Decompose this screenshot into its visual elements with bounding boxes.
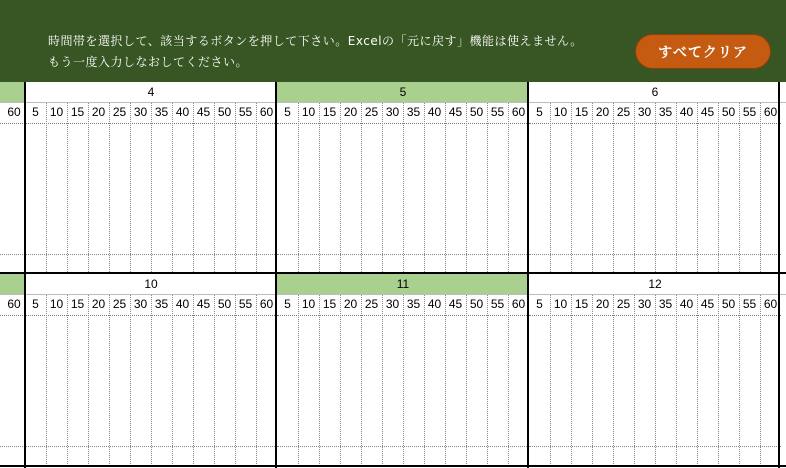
time-slot-cell[interactable]	[256, 316, 277, 466]
minute-tick-label: 40	[175, 297, 190, 311]
minute-tick-label: 20	[91, 297, 106, 311]
minute-tick-label: 40	[175, 105, 190, 119]
minute-tick-label: 5	[32, 105, 39, 119]
time-slot-cell[interactable]	[697, 124, 718, 274]
minute-tick-label: 40	[679, 105, 694, 119]
time-slot-cell[interactable]	[277, 316, 298, 466]
time-slot-cell[interactable]	[256, 124, 277, 274]
time-slot-cell[interactable]	[214, 124, 235, 274]
time-slot-cell[interactable]	[571, 316, 592, 466]
minute-tick-label: 50	[469, 297, 484, 311]
slot-row-divider	[529, 254, 781, 255]
time-slot-cell[interactable]	[382, 124, 403, 274]
minute-tick-label: 35	[154, 105, 169, 119]
time-slot-cell[interactable]	[151, 124, 172, 274]
minute-tick-label: 10	[49, 105, 64, 119]
instruction-line-1: 時間帯を選択して、該当するボタンを押して下さい。Excelの「元に戻す」機能は使えません。	[48, 34, 583, 48]
minute-tick-label: 55	[238, 105, 253, 119]
time-slot-cell[interactable]	[88, 124, 109, 274]
minute-tick-label: 15	[70, 297, 85, 311]
minute-tick-label: 30	[385, 297, 400, 311]
minute-tick-label: 50	[721, 297, 736, 311]
header-divider	[0, 294, 786, 295]
time-slot-cell[interactable]	[508, 124, 529, 274]
time-slot-cell[interactable]	[571, 124, 592, 274]
minute-tick-label: 20	[343, 105, 358, 119]
time-slot-cell[interactable]	[676, 316, 697, 466]
minute-tick-label: 10	[553, 105, 568, 119]
time-slot-cell[interactable]	[67, 316, 88, 466]
time-slot-cell[interactable]	[214, 316, 235, 466]
slot-row-divider	[277, 446, 529, 447]
time-slot-cell[interactable]	[361, 124, 382, 274]
time-slot-cell[interactable]	[739, 316, 760, 466]
row-border	[0, 465, 786, 467]
slot-row-divider	[25, 446, 277, 447]
time-slot-cell[interactable]	[466, 124, 487, 274]
hour-header: 11	[277, 274, 529, 294]
minute-tick-label: 15	[70, 105, 85, 119]
minute-tick-label: 20	[343, 297, 358, 311]
minute-tick-label: 35	[406, 297, 421, 311]
time-slot-cell[interactable]	[676, 124, 697, 274]
minute-tick-label: 35	[406, 105, 421, 119]
minute-tick-label: 5	[536, 105, 543, 119]
tick-label: 60	[7, 297, 21, 311]
hour-block	[277, 274, 529, 466]
hour-block	[529, 82, 781, 274]
time-slot-cell[interactable]	[340, 316, 361, 466]
block-border	[778, 82, 780, 468]
time-slot-cell[interactable]	[319, 316, 340, 466]
time-slot-cell[interactable]	[25, 316, 46, 466]
minute-tick-label: 20	[595, 105, 610, 119]
minute-tick-label: 45	[196, 105, 211, 119]
minute-tick-label: 55	[742, 105, 757, 119]
partial-tick-row	[0, 102, 25, 124]
minute-tick-label: 15	[574, 297, 589, 311]
minute-tick-label: 50	[217, 297, 232, 311]
time-slot-cell[interactable]	[445, 124, 466, 274]
time-slot-cell[interactable]	[445, 316, 466, 466]
hour-header: 5	[277, 82, 529, 102]
minute-tick-label: 15	[322, 297, 337, 311]
instruction-banner	[0, 0, 786, 82]
minute-tick-label: 50	[217, 105, 232, 119]
minute-tick-label: 15	[322, 105, 337, 119]
minute-tick-label: 25	[364, 105, 379, 119]
hour-header: 10	[144, 277, 158, 291]
partial-block	[0, 274, 25, 466]
minute-tick-label: 45	[448, 297, 463, 311]
time-slot-cell[interactable]	[151, 316, 172, 466]
minute-tick-label: 40	[679, 297, 694, 311]
minute-tick-label: 45	[196, 297, 211, 311]
minute-tick-label: 25	[112, 105, 127, 119]
time-slot-cell[interactable]	[592, 316, 613, 466]
header-divider	[0, 102, 786, 103]
time-slot-cell[interactable]	[382, 316, 403, 466]
time-slot-cell[interactable]	[109, 124, 130, 274]
hour-header: 12	[648, 277, 662, 291]
time-slot-cell[interactable]	[655, 124, 676, 274]
time-slot-cell[interactable]	[172, 124, 193, 274]
time-slot-cell[interactable]	[340, 124, 361, 274]
row-border	[0, 272, 786, 274]
block-border	[24, 82, 26, 468]
time-slot-cell[interactable]	[634, 124, 655, 274]
minute-tick-label: 10	[553, 297, 568, 311]
minute-tick-label: 30	[637, 105, 652, 119]
time-slot-cell[interactable]	[67, 124, 88, 274]
minute-tick-label: 45	[448, 105, 463, 119]
minute-tick-label: 45	[700, 297, 715, 311]
time-slot-cell[interactable]	[193, 316, 214, 466]
schedule-grid	[0, 82, 786, 468]
time-slot-cell[interactable]	[550, 316, 571, 466]
time-slot-cell[interactable]	[25, 124, 46, 274]
minute-tick-label: 55	[742, 297, 757, 311]
minute-tick-label: 60	[511, 297, 526, 311]
minute-tick-label: 60	[763, 297, 778, 311]
block-border	[527, 82, 529, 468]
time-slot-cell[interactable]	[424, 316, 445, 466]
time-slot-cell[interactable]	[634, 316, 655, 466]
time-slot-cell[interactable]	[319, 124, 340, 274]
time-slot-cell[interactable]	[46, 316, 67, 466]
time-slot-cell[interactable]	[109, 316, 130, 466]
minute-tick-label: 40	[427, 105, 442, 119]
time-slot-cell[interactable]	[592, 124, 613, 274]
time-slot-cell[interactable]	[403, 316, 424, 466]
minute-tick-label: 15	[574, 105, 589, 119]
minute-tick-label: 5	[32, 297, 39, 311]
minute-tick-label: 10	[301, 297, 316, 311]
slot-row-divider	[25, 254, 277, 255]
time-slot-cell[interactable]	[277, 124, 298, 274]
time-slot-cell[interactable]	[403, 124, 424, 274]
minute-tick-label: 10	[49, 297, 64, 311]
time-slot-cell[interactable]	[172, 316, 193, 466]
time-slot-cell[interactable]	[130, 316, 151, 466]
time-slot-cell[interactable]	[235, 316, 256, 466]
time-slot-cell[interactable]	[508, 316, 529, 466]
minute-tick-label: 5	[284, 105, 291, 119]
partial-tick-row	[0, 294, 25, 316]
time-slot-cell[interactable]	[655, 316, 676, 466]
minute-tick-label: 35	[658, 105, 673, 119]
minute-tick-label: 10	[301, 105, 316, 119]
time-slot-cell[interactable]	[529, 124, 550, 274]
minute-tick-label: 5	[284, 297, 291, 311]
time-slot-cell[interactable]	[235, 124, 256, 274]
minute-tick-label: 60	[763, 105, 778, 119]
block-border	[275, 82, 277, 468]
time-slot-cell[interactable]	[193, 124, 214, 274]
minute-tick-label: 35	[154, 297, 169, 311]
minute-tick-label: 55	[238, 297, 253, 311]
minute-tick-label: 60	[259, 297, 274, 311]
time-slot-cell[interactable]	[361, 316, 382, 466]
slot-row-divider	[0, 254, 25, 255]
minute-tick-label: 45	[700, 105, 715, 119]
minute-tick-label: 60	[259, 105, 274, 119]
minute-tick-label: 25	[616, 297, 631, 311]
hour-block	[277, 82, 529, 274]
clear-all-button[interactable]: すべてクリア	[635, 34, 771, 69]
hour-block	[25, 274, 277, 466]
hour-header: 6	[651, 85, 659, 99]
hour-header: 4	[147, 85, 155, 99]
time-slot-cell[interactable]	[298, 316, 319, 466]
minute-tick-label: 25	[112, 297, 127, 311]
minute-tick-label: 5	[536, 297, 543, 311]
minute-tick-label: 30	[637, 297, 652, 311]
partial-block	[0, 82, 25, 274]
minute-tick-label: 30	[133, 105, 148, 119]
instruction-line-2: もう一度入力しなおしてください。	[48, 55, 249, 69]
time-slot-cell[interactable]	[130, 124, 151, 274]
time-slot-cell[interactable]	[466, 316, 487, 466]
minute-tick-label: 55	[490, 297, 505, 311]
time-slot-cell[interactable]	[613, 316, 634, 466]
time-slot-cell[interactable]	[718, 124, 739, 274]
slot-row-divider	[0, 446, 25, 447]
minute-tick-label: 30	[133, 297, 148, 311]
time-slot-cell[interactable]	[739, 124, 760, 274]
time-slot-cell[interactable]	[46, 124, 67, 274]
minute-tick-label: 60	[511, 105, 526, 119]
time-slot-cell[interactable]	[529, 316, 550, 466]
time-slot-cell[interactable]	[613, 124, 634, 274]
minute-tick-label: 40	[427, 297, 442, 311]
time-slot-cell[interactable]	[424, 124, 445, 274]
minute-tick-label: 55	[490, 105, 505, 119]
minute-tick-label: 20	[91, 105, 106, 119]
partial-block-header	[0, 274, 25, 294]
minute-tick-label: 50	[469, 105, 484, 119]
time-slot-cell[interactable]	[88, 316, 109, 466]
slot-row-divider	[277, 254, 529, 255]
time-slot-cell[interactable]	[550, 124, 571, 274]
time-slot-cell[interactable]	[718, 316, 739, 466]
tick-label: 60	[7, 105, 21, 119]
minute-tick-label: 35	[658, 297, 673, 311]
slot-row-divider	[529, 446, 781, 447]
minute-tick-label: 25	[364, 297, 379, 311]
minute-tick-label: 30	[385, 105, 400, 119]
time-slot-cell[interactable]	[298, 124, 319, 274]
minute-tick-label: 20	[595, 297, 610, 311]
time-slot-cell[interactable]	[487, 124, 508, 274]
hour-block	[529, 274, 781, 466]
time-slot-cell[interactable]	[697, 316, 718, 466]
hour-block	[25, 82, 277, 274]
minute-tick-label: 50	[721, 105, 736, 119]
time-slot-cell[interactable]	[487, 316, 508, 466]
partial-block-header	[0, 82, 25, 102]
minute-tick-label: 25	[616, 105, 631, 119]
